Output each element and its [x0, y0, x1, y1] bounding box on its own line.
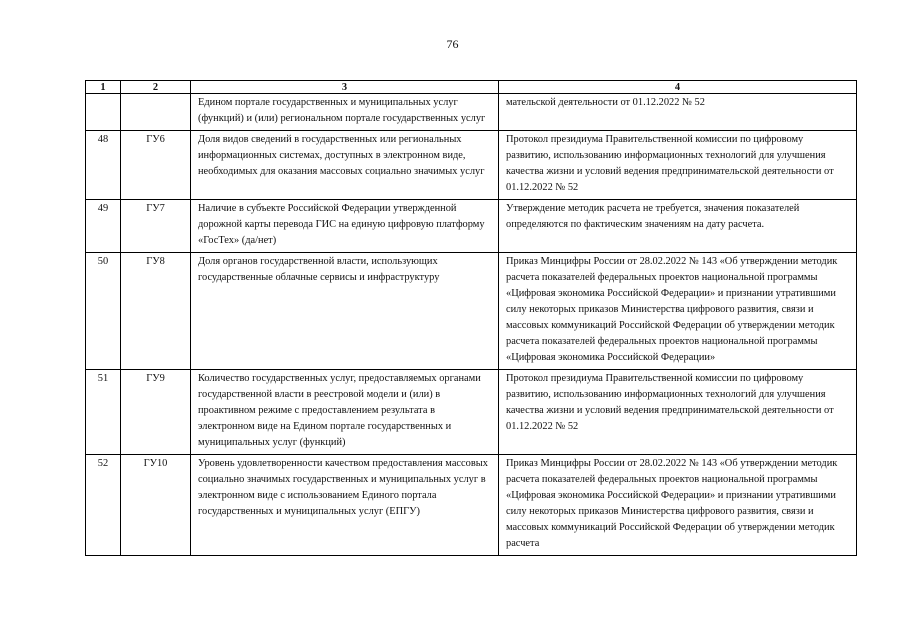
- indicator-code: ГУ9: [121, 370, 191, 455]
- column-header-3: 3: [191, 81, 499, 94]
- indicator-name: Уровень удовлетворенности качеством предоставления массовых социально значимых государственных и муниципальных услуг в электронном виде с использованием Единого портала государственных и муниципальных услуг (ЕПГУ): [191, 455, 499, 556]
- row-number: 50: [86, 253, 121, 370]
- methodology-source: Приказ Минцифры России от 28.02.2022 № 143 «Об утверждении методик расчета показателей федеральных проектов национальной программы «Цифровая экономика Российской Федерации» и признании утратившими силу некоторых приказов Министерства цифрового развития, связи и массовых коммуникаций Российской Федерации об утверждении методик расчета: [499, 455, 857, 556]
- methodology-source: Протокол президиума Правительственной комиссии по цифровому развитию, использованию информационных технологий для улучшения качества жизни и условий ведения предпринимательской деятельности от 01.12.2022 № 52: [499, 131, 857, 200]
- methodology-source: Протокол президиума Правительственной комиссии по цифровому развитию, использованию информационных технологий для улучшения качества жизни и условий ведения предпринимательской деятельности от 01.12.2022 № 52: [499, 370, 857, 455]
- indicator-code: ГУ7: [121, 200, 191, 253]
- methodology-source: Приказ Минцифры России от 28.02.2022 № 143 «Об утверждении методик расчета показателей федеральных проектов национальной программы «Цифровая экономика Российской Федерации» и признании утратившими силу некоторых приказов Министерства цифрового развития, связи и массовых коммуникаций Российской Федерации об утверждении методик расчета показателей федеральных проектов национальной программы «Цифровая экономика Российской Федерации»: [499, 253, 857, 370]
- table-row: [86, 370, 857, 455]
- column-header-2: 2: [121, 81, 191, 94]
- row-number: 52: [86, 455, 121, 556]
- table-row: [86, 200, 857, 253]
- table-row: [86, 131, 857, 200]
- methodology-source: Утверждение методик расчета не требуется, значения показателей определяются по фактическим значениям на дату расчета.: [499, 200, 857, 253]
- row-number: 49: [86, 200, 121, 253]
- indicator-name: Доля органов государственной власти, использующих государственные облачные сервисы и инфраструктуру: [191, 253, 499, 370]
- table-row: [86, 455, 857, 556]
- indicator-name: Наличие в субъекте Российской Федерации утвержденной дорожной карты перевода ГИС на единую цифровую платформу «ГосТех» (да/нет): [191, 200, 499, 253]
- column-header-1: 1: [86, 81, 121, 94]
- methodology-source: мательской деятельности от 01.12.2022 № 52: [499, 94, 857, 131]
- column-header-4: 4: [499, 81, 857, 94]
- table-row: [86, 94, 857, 131]
- page-number: 76: [446, 37, 459, 51]
- table-row: [86, 253, 857, 370]
- indicator-name: Доля видов сведений в государственных или региональных информационных системах, доступных в электронном виде, необходимых для оказания массовых социально значимых услуг: [191, 131, 499, 200]
- indicator-code: ГУ8: [121, 253, 191, 370]
- indicator-name: Количество государственных услуг, предоставляемых органами государственной власти в реестровой модели и (или) в проактивном режиме с предоставлением результата в электронном виде на Едином портале государственных и муниципальных услуг (функций): [191, 370, 499, 455]
- indicator-name: Едином портале государственных и муниципальных услуг (функций) и (или) региональном портале государственных услуг: [191, 94, 499, 131]
- row-number: [86, 94, 121, 131]
- indicator-code: ГУ6: [121, 131, 191, 200]
- row-number: 51: [86, 370, 121, 455]
- indicator-code: [121, 94, 191, 131]
- indicators-table: [85, 80, 857, 556]
- table-header-row: [86, 81, 857, 94]
- row-number: 48: [86, 131, 121, 200]
- indicator-code: ГУ10: [121, 455, 191, 556]
